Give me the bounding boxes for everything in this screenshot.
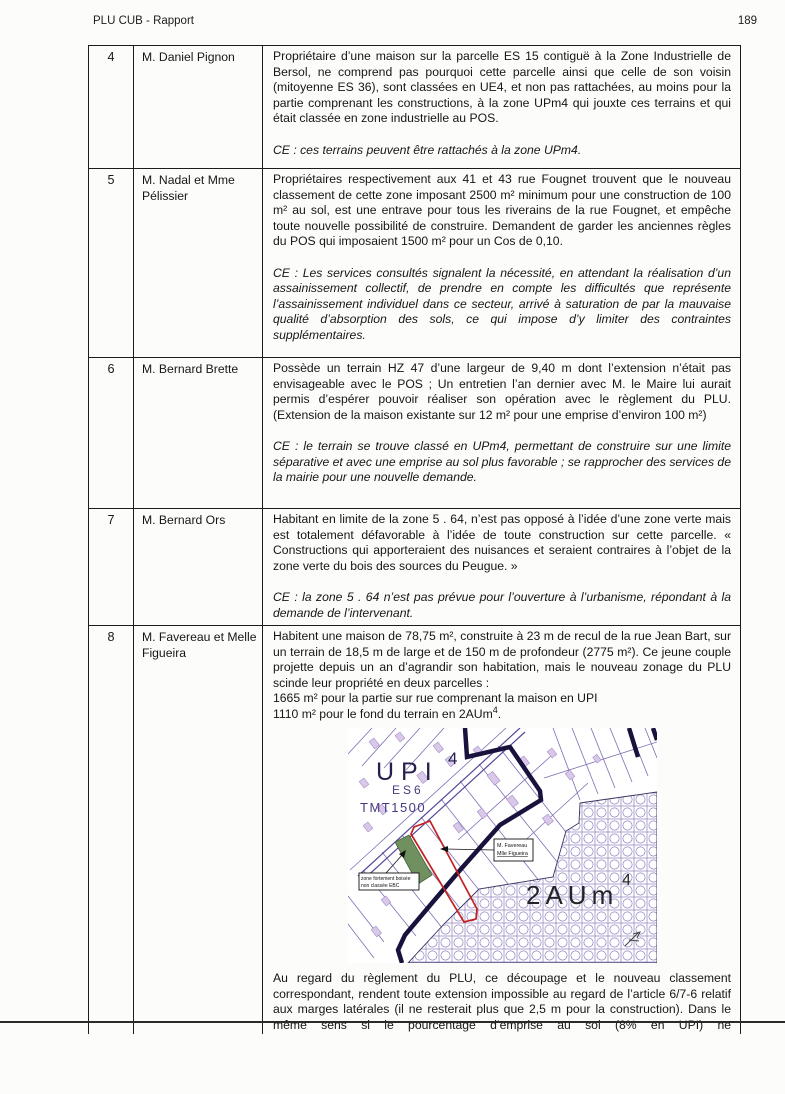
observation-text-continued: Au regard du règlement du PLU, ce découpage et le nouveau classement correspondant, rendent toute extension impossible au regard de l’article 6/7-6 relatif aux marges latérales (il ne resterait plus que 2,5 m pour la construction). Dans le même sens si le pourcentage d’emprise au sol (8% en UPI) ne	[273, 971, 731, 1032]
zone-label-upi: UPI	[375, 757, 439, 786]
observation-text: Propriétaire d’une maison sur la parcelle ES 15 contiguë à la Zone Industrielle de Bersol, ne comprend pas pourquoi cette parcelle ainsi que celle de son voisin (mitoyenne ES 36), sont classées en UE4, et non pas rattachées, au moins pour la partie comprenant les constructions, à la zone UPm4 qui jouxte ces terrains et qui était classée en zone industrielle au POS.	[273, 49, 731, 126]
observation-cell	[263, 46, 741, 169]
intervenant-name: M. Daniel Pignon	[134, 46, 263, 169]
parcel-ref2-label: TMT1500	[359, 799, 426, 815]
row-number: 5	[89, 169, 134, 358]
header-title: PLU CUB - Rapport	[93, 15, 194, 27]
observation-cell	[263, 509, 741, 626]
intervenant-name: M. Bernard Brette	[134, 358, 263, 509]
ce-response: CE : Les services consultés signalent la nécessité, en attendant la réalisation d’un assainissement collectif, de prendre en compte les difficultés que représente l’assainissement individuel dans ce secteur, arrivé à saturation de par la mauvaise qualité d’absorption des sols, ce qui impose d’y limiter des contraintes supplémentaires.	[273, 265, 731, 342]
table-row	[89, 46, 741, 169]
observation-cell	[263, 358, 741, 509]
table-row	[89, 626, 741, 1034]
table-row	[89, 509, 741, 626]
zone-label-upi-sup: 4	[447, 748, 457, 768]
wooded-callout-line2: non classée EBC	[360, 882, 399, 889]
zoning-map	[348, 728, 657, 968]
observation-text: Possède un terrain HZ 47 d’une largeur de 9,40 m dont l’extension n’était pas envisageable avec le POS ; Un entretien l’an dernier avec M. le Maire lui aurait permis d’espérer pouvoir réaliser son opération avec le règlement du PLU. (Extension de la maison existante sur 12 m² pour une emprise d’environ 100 m²)	[273, 361, 731, 422]
parcel-split-line-upi: 1665 m² pour la partie sur rue comprenant la maison en UPI	[273, 691, 598, 706]
row-number: 4	[89, 46, 134, 169]
intervenant-name: M. Nadal et Mme Pélissier	[134, 169, 263, 358]
row-number: 6	[89, 358, 134, 509]
observation-text: Habitent une maison de 78,75 m², construite à 23 m de recul de la rue Jean Bart, sur un terrain de 18,5 m de large et de 150 m de profondeur (2775 m²). Ce jeune couple projette depuis un an d’agrandir son habitation, mais le nouveau zonage du PLU scinde leur propriété en deux parcelles :	[273, 629, 731, 690]
intervenant-name: M. Bernard Ors	[134, 509, 263, 626]
intervenant-name: M. Favereau et Melle Figueira	[134, 626, 263, 1034]
table-row	[89, 358, 741, 509]
observations-table	[88, 45, 741, 1034]
owner-callout-line2: Mlle Figueira	[496, 850, 528, 857]
owner-callout-line1: M. Favereau	[496, 842, 527, 849]
zone-label-2aum-sup: 4	[621, 871, 631, 889]
observation-text: Habitant en limite de la zone 5 . 64, n’est pas opposé à l’idée d’une zone verte mais est totalement défavorable à l’idée de toute construction sur cette parcelle. « Constructions qui apporteraient des nuisances et seraient contraires à l’objet de la zone verte du bois des sources du Peugue. »	[273, 512, 731, 573]
row-number: 8	[89, 626, 134, 1034]
table-row	[89, 169, 741, 358]
observation-text: Propriétaires respectivement aux 41 et 43 rue Fougnet trouvent que le nouveau classement de cette zone imposant 2500 m² minimum pour une construction de 100 m² au sol, est une entrave pour tous les riverains de la rue Fougnet, et empêche toute nouvelle possibilité de construire. Demandent de garder les anciennes règles du POS qui imposaient 1500 m² pour un Cos de 0,10.	[273, 172, 731, 249]
observation-cell	[263, 626, 741, 1034]
zoning-map-svg	[348, 728, 657, 963]
page-number: 189	[737, 15, 757, 27]
ce-response: CE : la zone 5 . 64 n’est pas prévue pour l’ouverture à l’urbanisme, répondant à la demande de l’intervenant.	[273, 589, 731, 620]
observation-cell	[263, 169, 741, 358]
wooded-callout-line1: zone fortement boisée	[360, 875, 410, 882]
row-number: 7	[89, 509, 134, 626]
ce-response: CE : ces terrains peuvent être rattachés à la zone UPm4.	[273, 142, 582, 157]
parcel-ref-label: ES6	[391, 782, 424, 797]
page-bottom-cut-line	[0, 1021, 785, 1023]
zone-label-2aum: 2AUm	[525, 879, 618, 910]
ce-response: CE : le terrain se trouve classé en UPm4, permettant de construire sur une limite séparative et avec une emprise au sol plus favorable ; se rapprocher des services de la mairie pour une nouvelle demande.	[273, 438, 731, 485]
parcel-split-line-2aum: 1110 m² pour le fond du terrain en 2AUm$^4$.	[273, 704, 502, 721]
